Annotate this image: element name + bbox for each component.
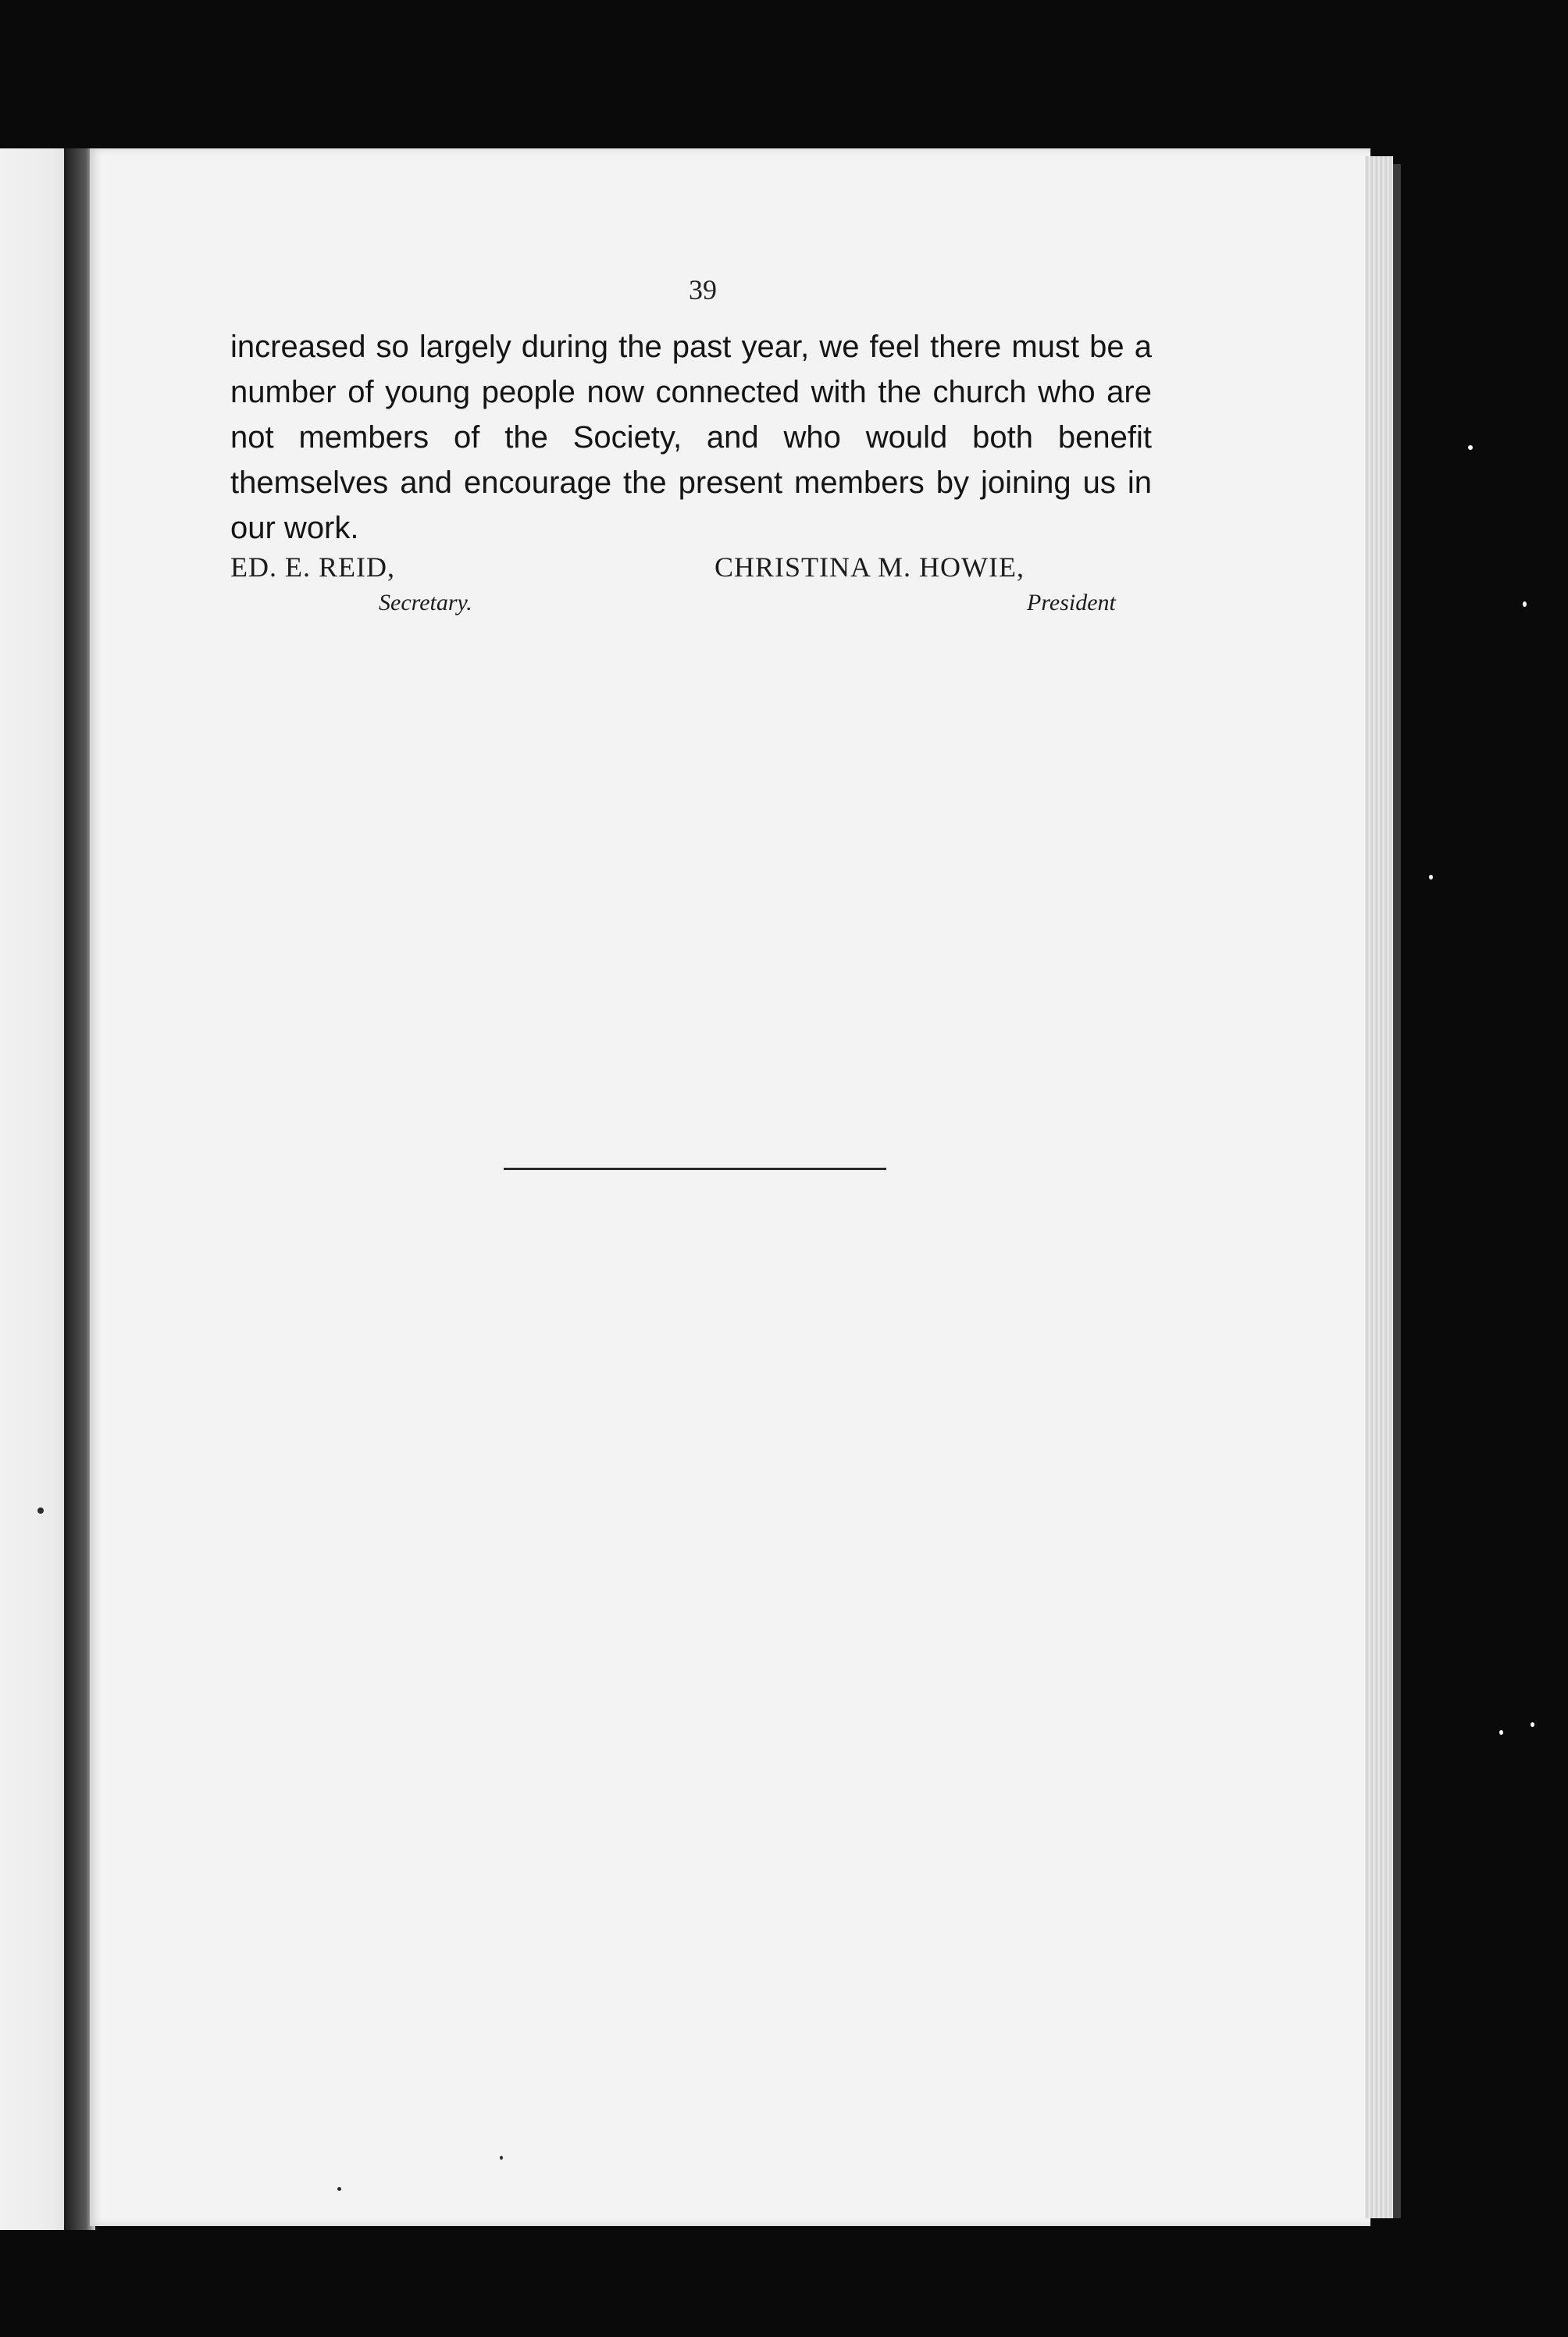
signature-title: President [1027,590,1116,615]
page-stack-edge [1365,156,1393,2218]
scan-speck [37,1507,44,1514]
page-stack-shadow [1393,164,1401,2218]
signature-name: ED. E. REID, [230,551,395,583]
signature-block [230,551,1152,637]
scan-speck [1531,1722,1534,1727]
scan-speck [1499,1730,1503,1735]
scan-speck [337,2187,341,2191]
facing-page-edge [0,148,74,2230]
signature-name: CHRISTINA M. HOWIE, [715,551,1025,583]
signature-president [715,551,1116,616]
scan-speck [500,2156,503,2160]
signature-title: Secretary. [379,590,472,615]
section-divider-rule [504,1168,886,1170]
scan-speck [1468,445,1473,450]
scan-speck [1523,601,1527,607]
signature-secretary [230,551,472,616]
body-paragraph: increased so largely during the past year, we feel there must be a number of young people now connected with the church who are not members of the Society, and who would both benefit themselves and encourage the present members by joining us in our work. [230,330,1152,545]
page-number: 39 [689,274,717,305]
scan-speck [1429,875,1433,879]
